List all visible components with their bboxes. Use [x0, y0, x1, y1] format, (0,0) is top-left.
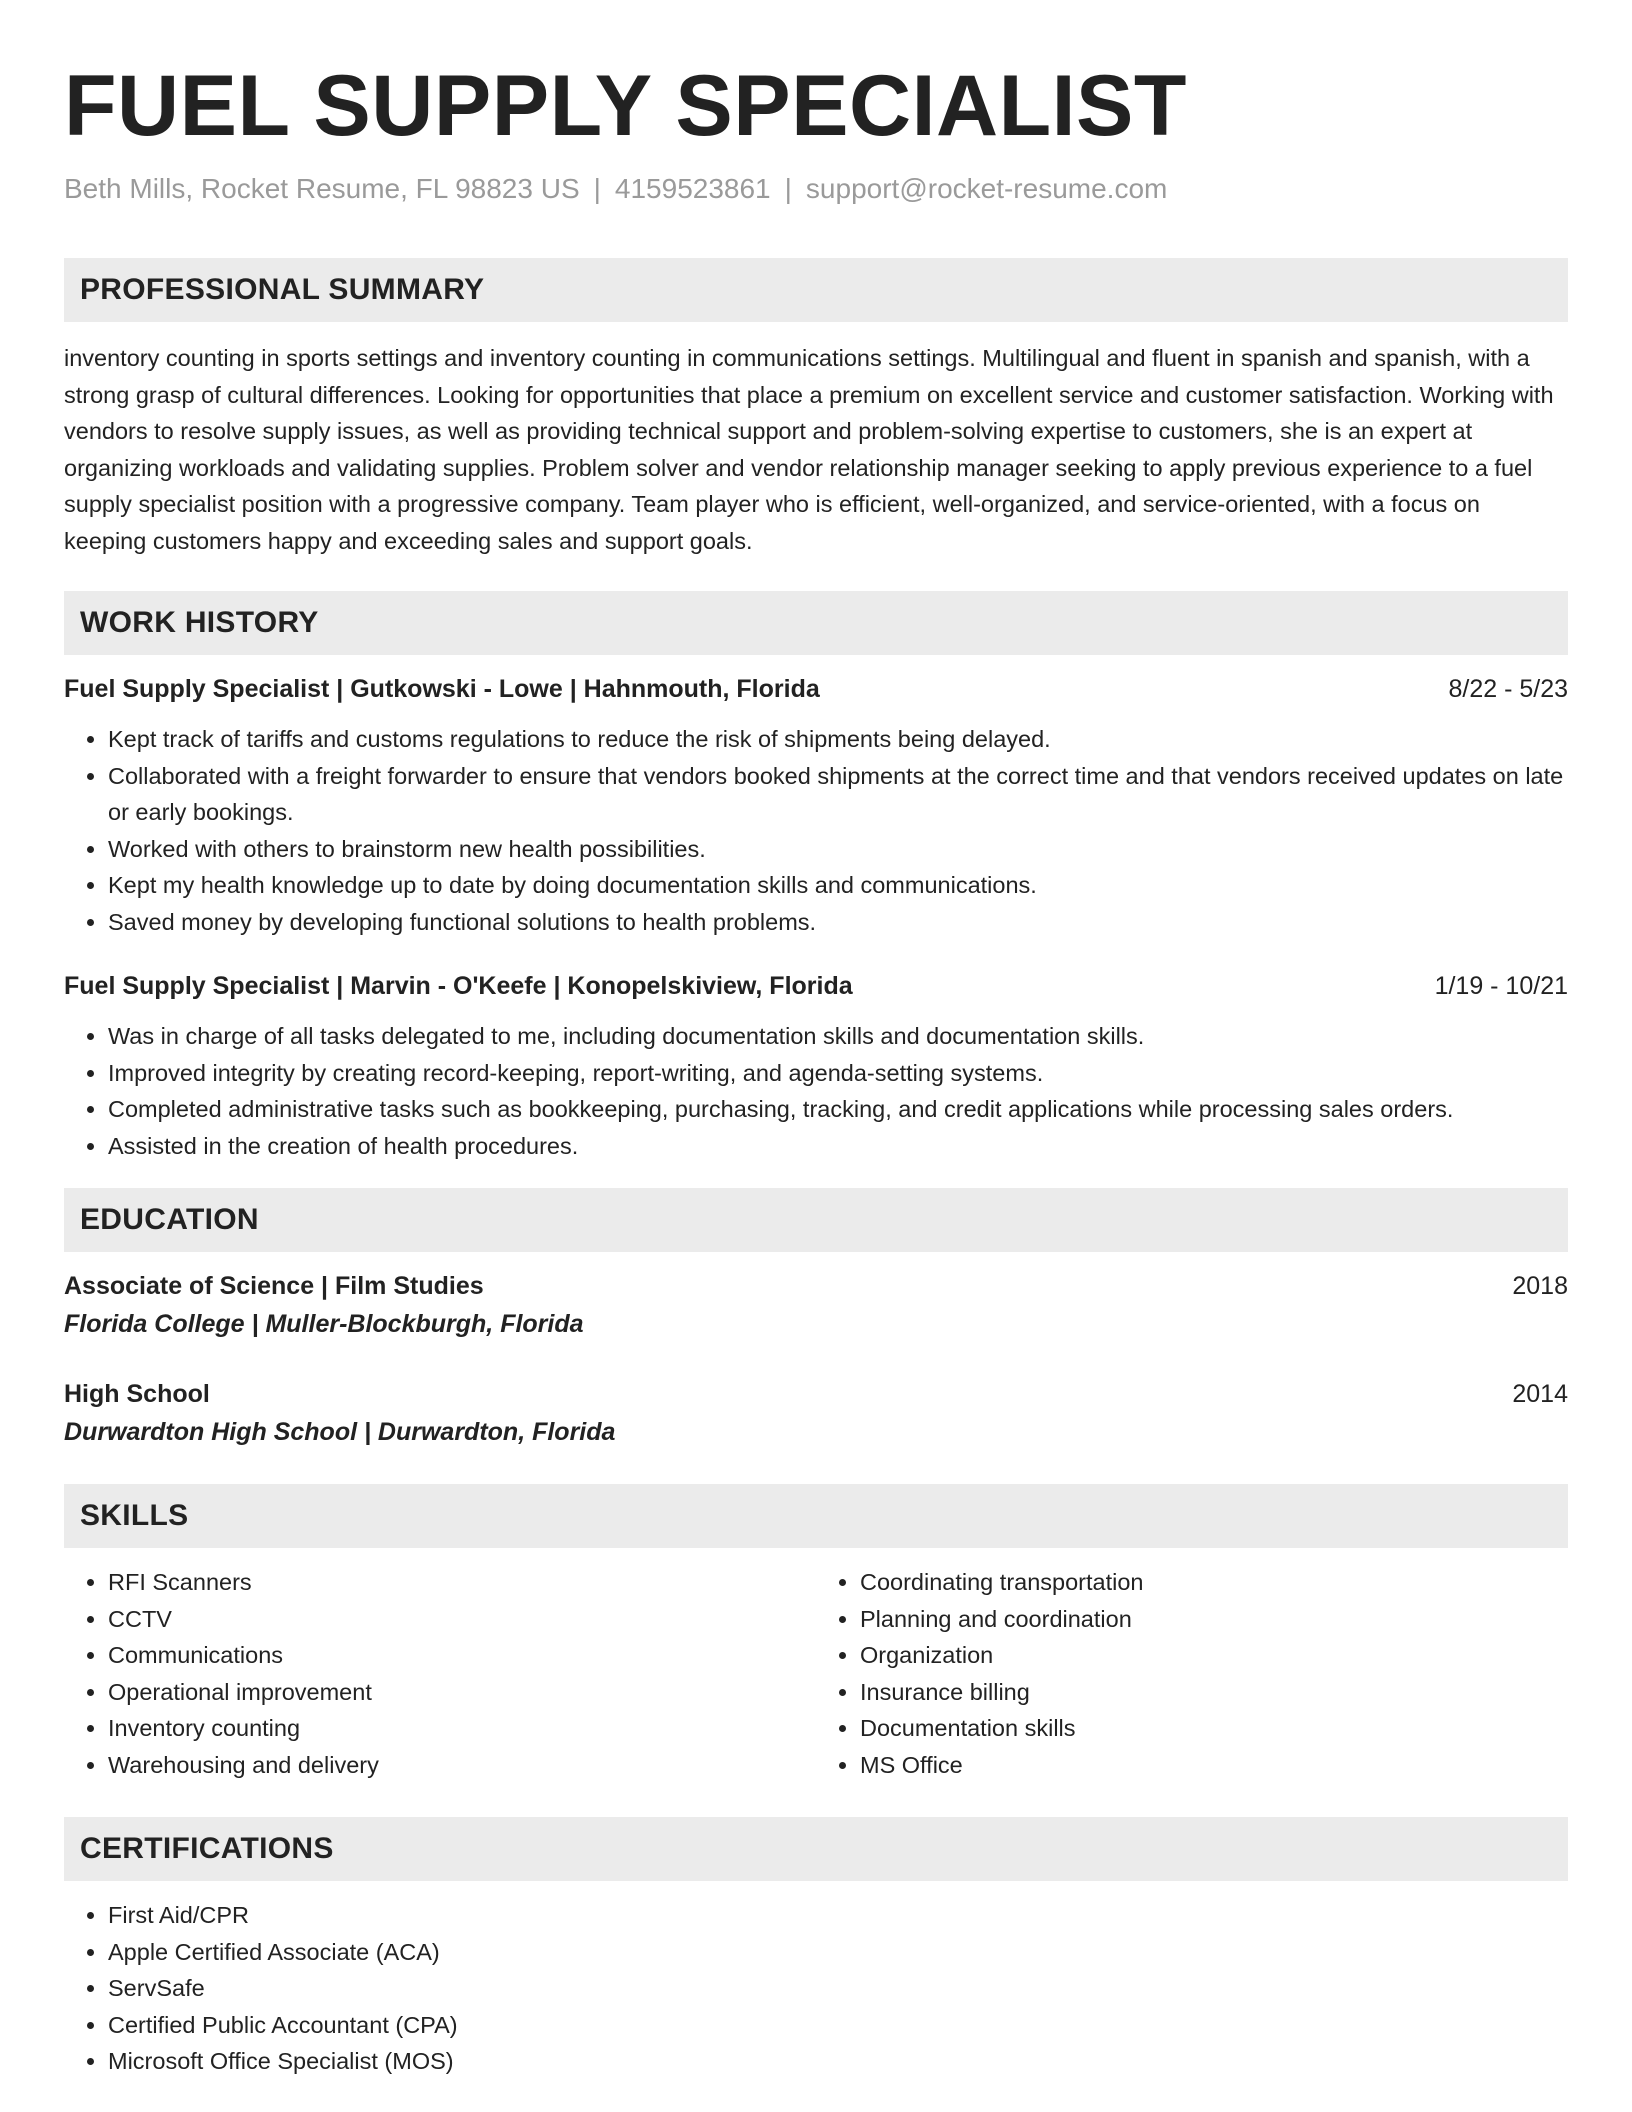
- section-header-certifications: CERTIFICATIONS: [64, 1817, 1568, 1881]
- contact-phone: 4159523861: [614, 173, 771, 204]
- job-bullet: • Saved money by developing functional solutions to health problems.: [108, 904, 1568, 941]
- education-year: 2014: [1512, 1380, 1568, 1408]
- skills-list-left: [64, 1564, 816, 1783]
- contact-separator: |: [593, 173, 601, 204]
- education-degree: Associate of Science | Film Studies: [64, 1272, 484, 1300]
- certifications-list: [64, 1897, 1568, 2080]
- skill-item: • RFI Scanners: [108, 1564, 816, 1601]
- contact-separator: |: [784, 173, 792, 204]
- education-entry: [64, 1376, 1568, 1450]
- certification-item: • Apple Certified Associate (ACA): [108, 1934, 1568, 1971]
- contact-line: [64, 172, 1568, 206]
- section-header-summary: PROFESSIONAL SUMMARY: [64, 258, 1568, 322]
- certification-item: • Microsoft Office Specialist (MOS): [108, 2043, 1568, 2080]
- contact-address: Beth Mills, Rocket Resume, FL 98823 US: [64, 173, 580, 204]
- education-entry: [64, 1268, 1568, 1342]
- job-bullet: • Completed administrative tasks such as bookkeeping, purchasing, tracking, and credit applications while processing sales orders.: [108, 1091, 1568, 1128]
- section-header-work-history: WORK HISTORY: [64, 591, 1568, 655]
- job-bullet: • Worked with others to brainstorm new health possibilities.: [108, 831, 1568, 868]
- skill-item: • Coordinating transportation: [860, 1564, 1568, 1601]
- job-dates: 8/22 - 5/23: [1448, 675, 1568, 703]
- certification-item: • Certified Public Accountant (CPA): [108, 2007, 1568, 2044]
- job-dates: 1/19 - 10/21: [1434, 972, 1568, 1000]
- job-bullets: [64, 721, 1568, 940]
- job-bullet: • Kept track of tariffs and customs regulations to reduce the risk of shipments being delayed.: [108, 721, 1568, 758]
- summary-text: inventory counting in sports settings and inventory counting in communications settings. Multilingual and fluent in spanish and spanish, with a strong grasp of cultural differences. Looking for opportunities that place a premium on excellent service and customer satisfaction. Working with vendors to resolve supply issues, as well as providing technical support and problem-solving expertise to customers, she is an expert at organizing workloads and validating supplies. Problem solver and vendor relationship manager seeking to apply previous experience to a fuel supply specialist position with a progressive company. Team player who is efficient, well-organized, and service-oriented, with a focus on keeping customers happy and exceeding sales and support goals.: [64, 345, 1554, 554]
- job-entry: [64, 671, 1568, 940]
- job-entry: [64, 968, 1568, 1164]
- education-degree: High School: [64, 1380, 210, 1408]
- skill-item: • Insurance billing: [860, 1674, 1568, 1711]
- education-school: Durwardton High School | Durwardton, Florida: [64, 1418, 616, 1446]
- resume-title: FUEL SUPPLY SPECIALIST: [64, 58, 1187, 154]
- skill-item: • Inventory counting: [108, 1710, 816, 1747]
- skill-item: • Planning and coordination: [860, 1601, 1568, 1638]
- education-year: 2018: [1512, 1272, 1568, 1300]
- job-bullet: • Kept my health knowledge up to date by doing documentation skills and communications.: [108, 867, 1568, 904]
- certification-item: • First Aid/CPR: [108, 1897, 1568, 1934]
- skills-list-right: [816, 1564, 1568, 1783]
- skill-item: • CCTV: [108, 1601, 816, 1638]
- certification-item: • ServSafe: [108, 1970, 1568, 2007]
- skill-item: • Warehousing and delivery: [108, 1747, 816, 1784]
- job-bullet: • Was in charge of all tasks delegated to me, including documentation skills and documentation skills.: [108, 1018, 1568, 1055]
- skills-grid: [64, 1564, 1568, 1783]
- job-title: Fuel Supply Specialist | Marvin - O'Keefe | Konopelskiview, Florida: [64, 972, 853, 1000]
- job-bullets: [64, 1018, 1568, 1164]
- skill-item: • Documentation skills: [860, 1710, 1568, 1747]
- section-header-education: EDUCATION: [64, 1188, 1568, 1252]
- job-bullet: • Improved integrity by creating record-keeping, report-writing, and agenda-setting systems.: [108, 1055, 1568, 1092]
- skill-item: • Organization: [860, 1637, 1568, 1674]
- skill-item: • MS Office: [860, 1747, 1568, 1784]
- contact-email: support@rocket-resume.com: [805, 173, 1168, 204]
- job-title: Fuel Supply Specialist | Gutkowski - Lowe | Hahnmouth, Florida: [64, 675, 820, 703]
- skill-item: • Operational improvement: [108, 1674, 816, 1711]
- skill-item: • Communications: [108, 1637, 816, 1674]
- education-school: Florida College | Muller-Blockburgh, Florida: [64, 1310, 584, 1338]
- job-bullet: • Collaborated with a freight forwarder to ensure that vendors booked shipments at the correct time and that vendors received updates on late or early bookings.: [108, 758, 1568, 831]
- job-bullet: • Assisted in the creation of health procedures.: [108, 1128, 1568, 1165]
- section-header-skills: SKILLS: [64, 1484, 1568, 1548]
